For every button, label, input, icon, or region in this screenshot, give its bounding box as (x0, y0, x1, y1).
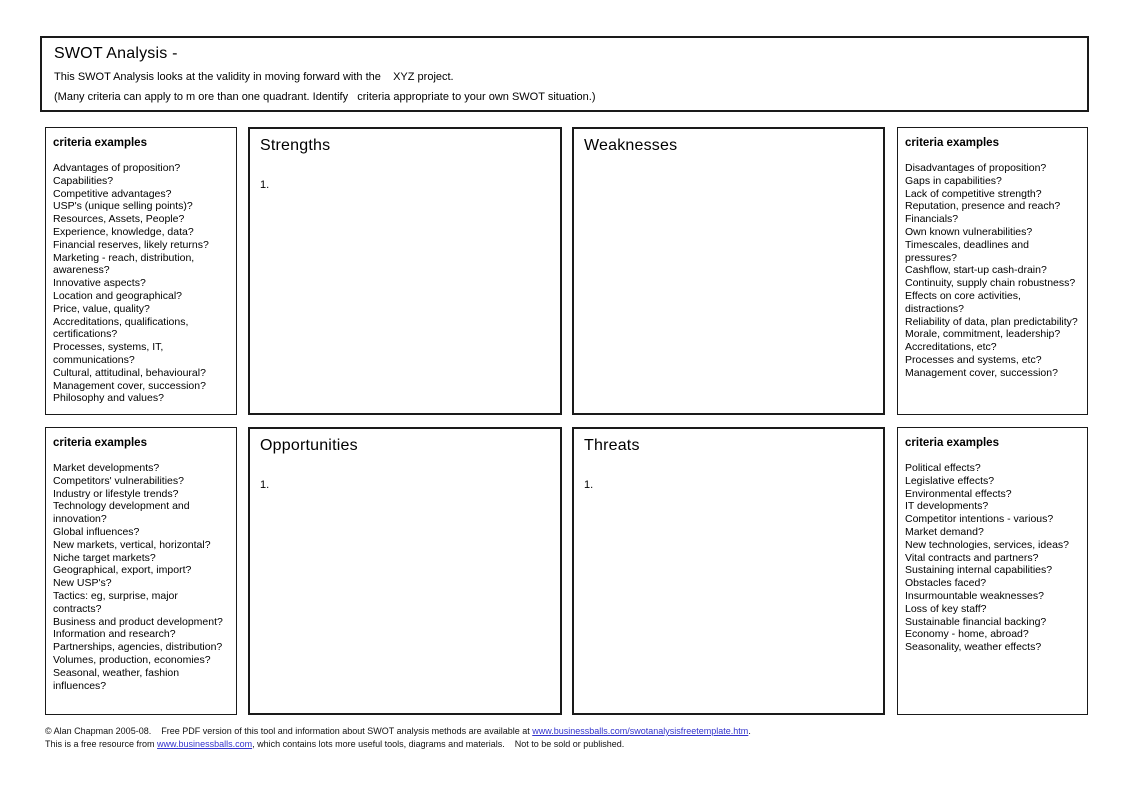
footer-resource-text: This is a free resource from (45, 738, 158, 749)
criteria-item: Accreditations, qualifications, certifications? (53, 315, 189, 341)
criteria-item: Economy - home, abroad? (905, 628, 1029, 641)
criteria-item: IT developments? (905, 500, 989, 513)
criteria-item: Partnerships, agencies, distribution? (53, 641, 223, 654)
criteria-examples-title: criteria examples (905, 437, 999, 449)
quadrant-opportunities (248, 427, 562, 715)
criteria-examples-title: criteria examples (53, 437, 147, 449)
criteria-item: Obstacles faced? (905, 577, 987, 590)
criteria-item: New USP's? (53, 577, 112, 590)
page-title: SWOT Analysis - (54, 45, 178, 62)
criteria-list-strengths (53, 162, 229, 405)
footer-link-swot-template[interactable]: www.businessballs.com/swotanalysisfreetemplate.htm (532, 726, 749, 736)
quadrant-item-number: 1. (260, 479, 270, 491)
criteria-item: Accreditations, etc? (905, 341, 997, 354)
criteria-list-threats (905, 462, 1080, 654)
criteria-item: Political effects? (905, 462, 981, 474)
criteria-item: Niche target markets? (53, 551, 156, 564)
criteria-item: Volumes, production, economies? (53, 653, 211, 666)
criteria-item: Geographical, export, import? (53, 564, 192, 577)
criteria-item: Gaps in capabilities? (905, 174, 1002, 187)
criteria-item: Marketing - reach, distribution, awareness? (53, 251, 195, 277)
criteria-item: Loss of key staff? (905, 602, 987, 615)
criteria-item: Timescales, deadlines and pressures? (905, 238, 1029, 264)
criteria-item: Information and research? (53, 628, 176, 641)
header-description-line1: This SWOT Analysis looks at the validity in moving forward with the XYZ project. (54, 71, 454, 83)
criteria-examples-title: criteria examples (53, 137, 147, 149)
criteria-item: Technology development and innovation? (53, 500, 190, 526)
footer-line2 (45, 738, 1089, 751)
criteria-item: Innovative aspects? (53, 277, 146, 290)
criteria-item: Insurmountable weaknesses? (905, 589, 1044, 602)
criteria-box-threats (897, 427, 1088, 715)
criteria-item: Financials? (905, 213, 959, 226)
criteria-item: USP's (unique selling points)? (53, 200, 193, 213)
criteria-item: Processes, systems, IT, communications? (53, 341, 164, 366)
quadrant-title-strengths: Strengths (260, 137, 331, 154)
criteria-item: New technologies, services, ideas? (905, 538, 1070, 551)
criteria-item: Sustaining internal capabilities? (905, 564, 1053, 577)
criteria-item: Resources, Assets, People? (53, 213, 185, 226)
criteria-item: Location and geographical? (53, 289, 183, 302)
criteria-item: Environmental effects? (905, 487, 1012, 500)
header-description-line2: (Many criteria can apply to m ore than one quadrant. Identify criteria appropriate to your own SWOT situation.) (54, 91, 596, 103)
criteria-box-opportunities (45, 427, 237, 715)
criteria-item: Business and product development? (53, 615, 223, 628)
criteria-item: New markets, vertical, horizontal? (53, 538, 211, 551)
criteria-item: Global influences? (53, 525, 140, 538)
criteria-item: Seasonal, weather, fashion influences? (53, 666, 180, 692)
criteria-item: Lack of competitive strength? (905, 187, 1042, 200)
criteria-item: Effects on core activities, distractions? (905, 289, 1021, 315)
quadrant-title-opportunities: Opportunities (260, 437, 358, 454)
criteria-item: Industry or lifestyle trends? (53, 487, 179, 500)
quadrant-item-number: 1. (260, 179, 270, 191)
criteria-item: Reliability of data, plan predictability? (905, 315, 1078, 328)
quadrant-title-threats: Threats (584, 437, 640, 454)
criteria-item: Experience, knowledge, data? (53, 225, 194, 238)
criteria-item: Management cover, succession? (53, 379, 206, 392)
criteria-item: Sustainable financial backing? (905, 615, 1047, 628)
footer-copyright-text: © Alan Chapman 2005-08. Free PDF version of this tool and information about SWOT analysis methods are available at (45, 726, 533, 736)
criteria-item: Continuity, supply chain robustness? (905, 277, 1076, 290)
quadrant-strengths (248, 127, 562, 415)
criteria-item: Competitive advantages? (53, 187, 172, 200)
criteria-item: Financial reserves, likely returns? (53, 238, 209, 251)
criteria-item: Tactics: eg, surprise, major contracts? (53, 589, 178, 615)
quadrant-title-weaknesses: Weaknesses (584, 137, 678, 154)
footer-line2-suffix: , which contains lots more useful tools, diagrams and materials. Not to be sold or published. (252, 738, 625, 749)
criteria-box-strengths (45, 127, 237, 415)
footer-link-businessballs[interactable]: www.businessballs.com (157, 738, 253, 749)
criteria-item: Advantages of proposition? (53, 162, 181, 174)
criteria-item: Cultural, attitudinal, behavioural? (53, 366, 206, 379)
criteria-box-weaknesses (897, 127, 1088, 415)
criteria-item: Philosophy and values? (53, 392, 164, 405)
criteria-list-weaknesses (905, 162, 1080, 380)
quadrant-threats (572, 427, 885, 715)
criteria-item: Management cover, succession? (905, 366, 1058, 379)
criteria-item: Morale, commitment, leadership? (905, 328, 1061, 341)
footer-line1 (45, 725, 1089, 738)
criteria-item: Market demand? (905, 525, 984, 538)
criteria-list-opportunities (53, 462, 229, 692)
criteria-item: Own known vulnerabilities? (905, 225, 1033, 238)
criteria-item: Reputation, presence and reach? (905, 200, 1061, 213)
footer-line1-suffix: . (748, 726, 751, 736)
criteria-item: Legislative effects? (905, 474, 995, 487)
criteria-item: Competitors' vulnerabilities? (53, 474, 184, 487)
quadrant-weaknesses (572, 127, 885, 415)
criteria-item: Processes and systems, etc? (905, 353, 1042, 366)
footer (45, 725, 1089, 750)
header-box (40, 36, 1089, 112)
criteria-item: Price, value, quality? (53, 302, 150, 315)
criteria-item: Market developments? (53, 462, 160, 474)
quadrant-item-number: 1. (584, 479, 594, 491)
criteria-item: Cashflow, start-up cash-drain? (905, 264, 1047, 277)
criteria-item: Capabilities? (53, 174, 114, 187)
criteria-item: Seasonality, weather effects? (905, 641, 1042, 654)
criteria-examples-title: criteria examples (905, 137, 999, 149)
criteria-item: Vital contracts and partners? (905, 551, 1039, 564)
criteria-item: Disadvantages of proposition? (905, 162, 1047, 174)
criteria-item: Competitor intentions - various? (905, 513, 1054, 526)
